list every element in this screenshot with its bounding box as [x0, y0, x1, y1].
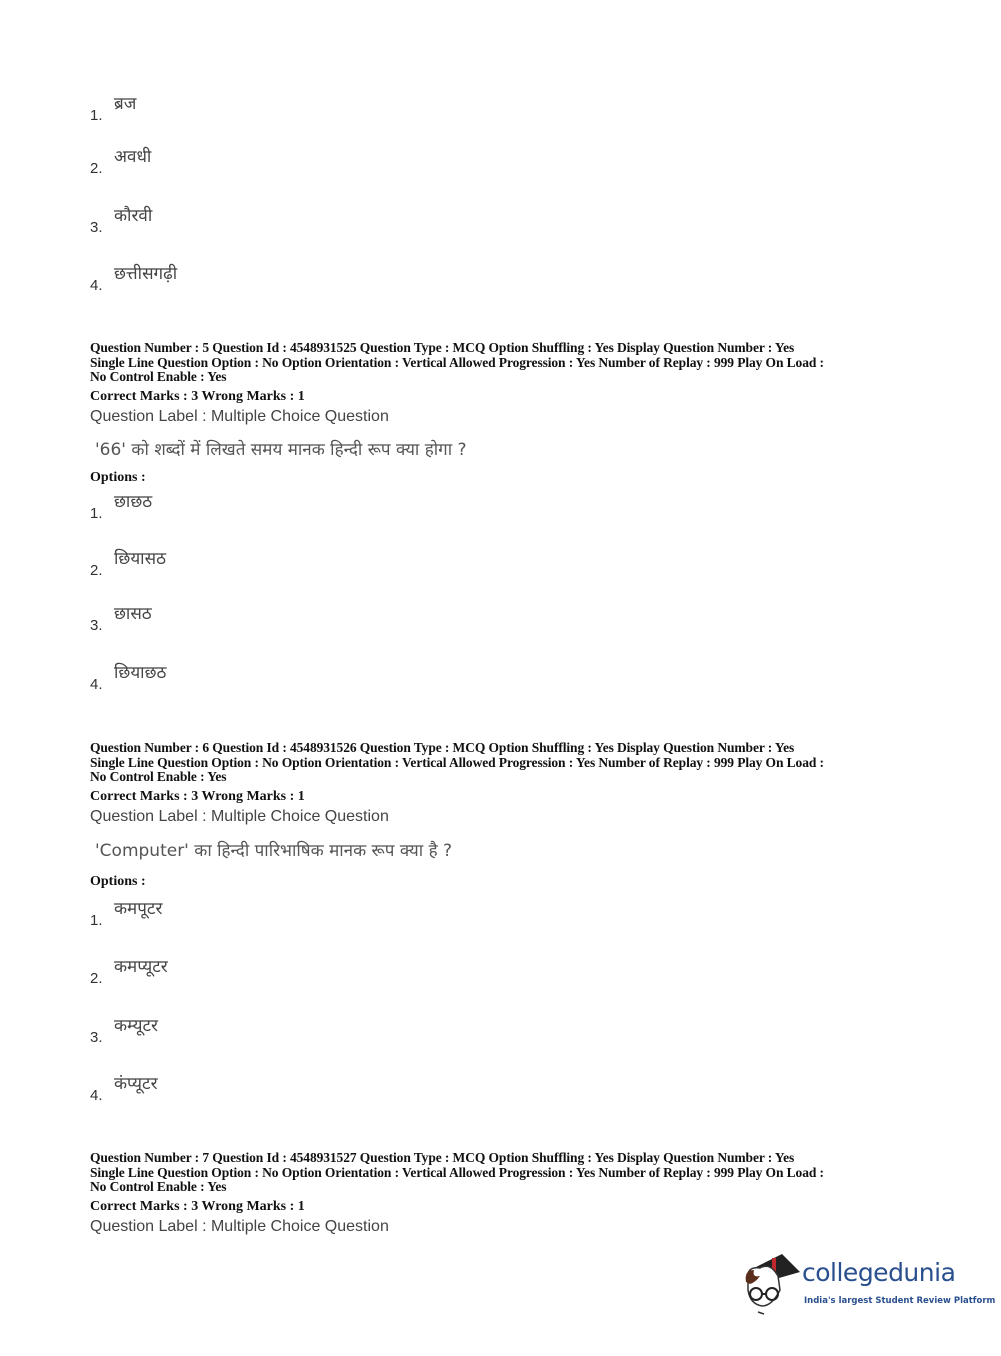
option-number: 3.	[90, 1029, 103, 1046]
question-label: Question Label : Multiple Choice Question	[90, 808, 389, 825]
question-meta	[90, 1151, 920, 1195]
option-text: छासठ	[114, 604, 152, 624]
option-number: 2.	[90, 970, 103, 987]
option-text: कमप्यूटर	[114, 957, 168, 977]
option-number: 1.	[90, 107, 103, 124]
option-text: छत्तीसगढ़ी	[114, 264, 178, 284]
mascot-icon	[742, 1250, 802, 1318]
meta-line: No Control Enable : Yes	[90, 369, 227, 384]
meta-line: Question Number : 5 Question Id : 4548931525 Question Type : MCQ Option Shuffling : Yes Display Question Number : Yes	[90, 340, 795, 355]
option-text: कम्यूटर	[114, 1016, 158, 1036]
options-heading: Options :	[90, 874, 146, 889]
question-meta	[90, 741, 920, 785]
option-number: 4.	[90, 277, 103, 294]
option-text: कमपूटर	[114, 899, 163, 919]
marks: Correct Marks : 3 Wrong Marks : 1	[90, 1199, 305, 1214]
marks: Correct Marks : 3 Wrong Marks : 1	[90, 389, 305, 404]
option-text: छियाछठ	[114, 663, 167, 683]
question-text: '66' को शब्दों में लिखते समय मानक हिन्दी रूप क्या होगा ?	[95, 440, 467, 460]
options-heading: Options :	[90, 470, 146, 485]
option-text: कौरवी	[114, 206, 153, 226]
option-text: छाछठ	[114, 492, 153, 512]
option-number: 3.	[90, 617, 103, 634]
marks: Correct Marks : 3 Wrong Marks : 1	[90, 789, 305, 804]
question-text: 'Computer' का हिन्दी पारिभाषिक मानक रूप क्या है ?	[95, 841, 453, 861]
question-label: Question Label : Multiple Choice Question	[90, 1218, 389, 1235]
option-text: छियासठ	[114, 549, 166, 569]
option-text: ब्रज	[114, 94, 137, 114]
option-number: 4.	[90, 676, 103, 693]
meta-line: Question Number : 6 Question Id : 4548931526 Question Type : MCQ Option Shuffling : Yes Display Question Number : Yes	[90, 740, 795, 755]
question-meta	[90, 341, 920, 385]
meta-line: Question Number : 7 Question Id : 4548931527 Question Type : MCQ Option Shuffling : Yes Display Question Number : Yes	[90, 1150, 795, 1165]
option-number: 1.	[90, 505, 103, 522]
option-number: 3.	[90, 219, 103, 236]
option-number: 2.	[90, 562, 103, 579]
option-number: 4.	[90, 1087, 103, 1104]
meta-line: No Control Enable : Yes	[90, 769, 227, 784]
question-label: Question Label : Multiple Choice Question	[90, 408, 389, 425]
meta-line: Single Line Question Option : No Option Orientation : Vertical Allowed Progression : Yes Number of Replay : 999 Play On Load :	[90, 1164, 824, 1180]
meta-line: No Control Enable : Yes	[90, 1179, 227, 1194]
logo-tagline: India's largest Student Review Platform	[804, 1296, 996, 1306]
meta-line: Single Line Question Option : No Option Orientation : Vertical Allowed Progression : Yes Number of Replay : 999 Play On Load :	[90, 754, 824, 770]
collegedunia-logo	[742, 1250, 996, 1318]
option-text: अवधी	[114, 147, 152, 167]
logo-wordmark: collegedunia	[802, 1258, 956, 1287]
option-number: 1.	[90, 912, 103, 929]
option-text: कंप्यूटर	[114, 1074, 158, 1094]
meta-line: Single Line Question Option : No Option Orientation : Vertical Allowed Progression : Yes Number of Replay : 999 Play On Load :	[90, 354, 824, 370]
option-number: 2.	[90, 160, 103, 177]
